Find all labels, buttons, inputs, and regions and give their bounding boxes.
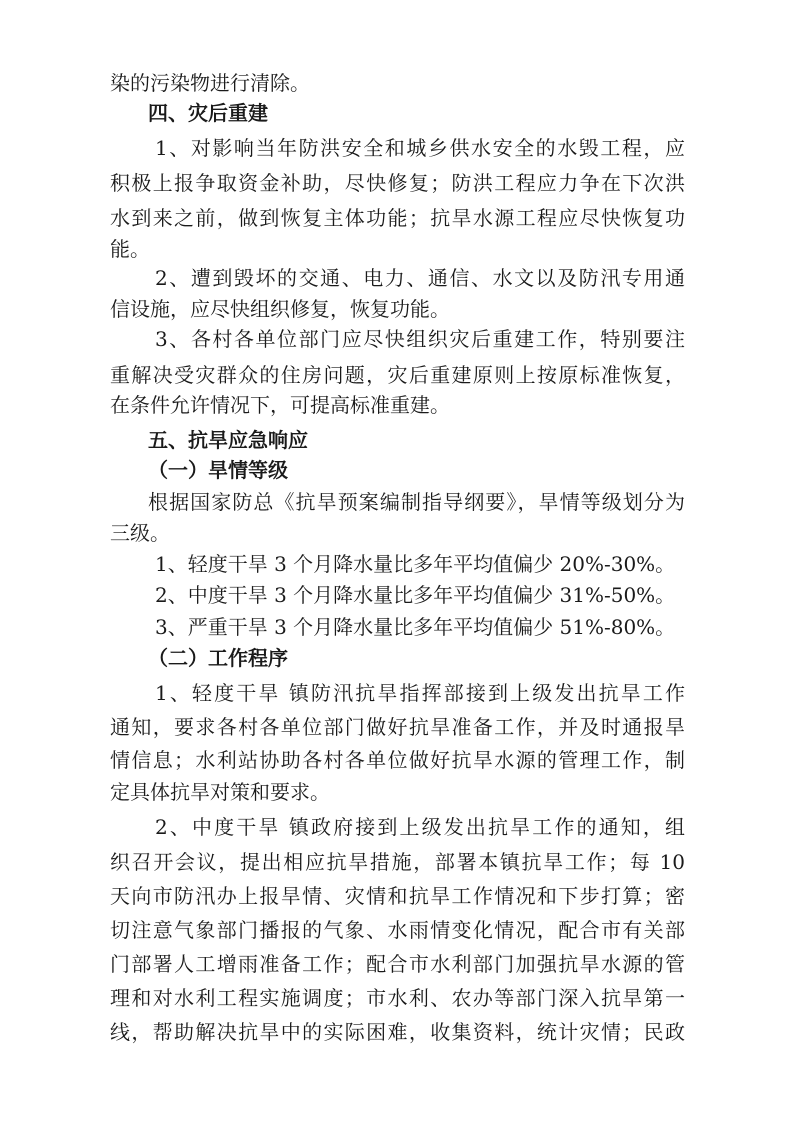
paragraph-line: 2、中度干旱 镇政府接到上级发出抗旱工作的通知，组 <box>155 815 685 839</box>
paragraph-line: 在条件允许情况下，可提高标准重建。 <box>110 393 450 417</box>
paragraph-line: 三级。 <box>110 521 170 545</box>
paragraph-line: 根据国家防总《抗旱预案编制指导纲要》，旱情等级划分为 <box>148 490 685 514</box>
paragraph-line: 2、遭到毁坏的交通、电力、通信、水文以及防汛专用通 <box>155 266 685 290</box>
section-heading-drought-response: 五、抗旱应急响应 <box>148 428 308 452</box>
paragraph-line: 门部署人工增雨准备工作；配合市水利部门加强抗旱水源的管 <box>110 952 685 976</box>
paragraph-line: 线，帮助解决抗旱中的实际困难，收集资料，统计灾情；民政 <box>110 1020 685 1044</box>
paragraph-line: 天向市防汛办上报旱情、灾情和抗旱工作情况和下步打算；密 <box>110 884 685 908</box>
section-heading-post-disaster-rebuild: 四、灾后重建 <box>148 101 268 125</box>
subsection-heading-drought-level: （一）旱情等级 <box>148 458 288 482</box>
paragraph-line: 1、轻度干旱 镇防汛抗旱指挥部接到上级发出抗旱工作 <box>155 681 685 705</box>
list-item-moderate-drought: 2、中度干旱 3 个月降水量比多年平均值偏少 31%-50%。 <box>155 583 676 607</box>
paragraph-line: 信设施，应尽快组织修复，恢复功能。 <box>110 297 450 321</box>
paragraph-line: 水到来之前，做到恢复主体功能；抗旱水源工程应尽快恢复功 <box>110 206 685 230</box>
list-item-light-drought: 1、轻度干旱 3 个月降水量比多年平均值偏少 20%-30%。 <box>155 552 676 576</box>
paragraph-line: 通知，要求各村各单位部门做好抗旱准备工作，并及时通报旱 <box>110 715 685 739</box>
paragraph-line: 切注意气象部门播报的气象、水雨情变化情况，配合市有关部 <box>110 918 685 942</box>
text-line: 染的污染物进行清除。 <box>110 71 310 95</box>
subsection-heading-work-procedure: （二）工作程序 <box>148 646 288 670</box>
paragraph-line: 积极上报争取资金补助，尽快修复；防洪工程应力争在下次洪 <box>110 171 685 195</box>
paragraph-line: 情信息；水利站协助各村各单位做好抗旱水源的管理工作，制 <box>110 748 685 772</box>
paragraph-line: 3、各村各单位部门应尽快组织灾后重建工作，特别要注 <box>155 327 685 351</box>
paragraph-line: 重解决受灾群众的住房问题，灾后重建原则上按原标准恢复， <box>110 363 685 387</box>
paragraph-line: 织召开会议，提出相应抗旱措施，部署本镇抗旱工作；每 10 <box>110 850 685 874</box>
paragraph-line: 定具体抗旱对策和要求。 <box>110 780 330 804</box>
paragraph-line: 能。 <box>110 237 150 261</box>
paragraph-line: 1、对影响当年防洪安全和城乡供水安全的水毁工程，应 <box>155 136 685 160</box>
paragraph-line: 理和对水利工程实施调度；市水利、农办等部门深入抗旱第一 <box>110 986 685 1010</box>
list-item-severe-drought: 3、严重干旱 3 个月降水量比多年平均值偏少 51%-80%。 <box>155 615 676 639</box>
